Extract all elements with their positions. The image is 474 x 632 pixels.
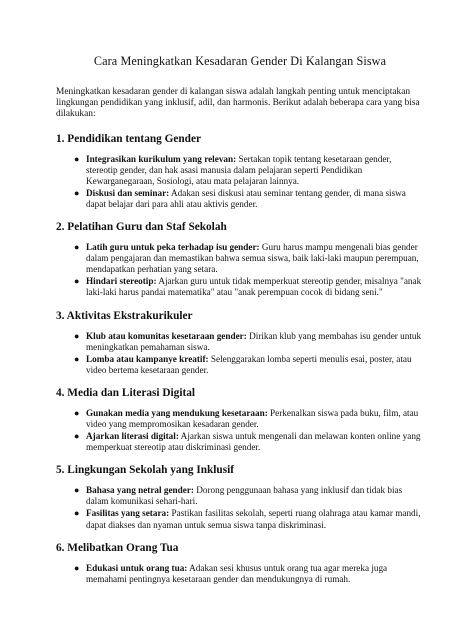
section-1: [56, 133, 424, 210]
item-text: Dirikan klub yang membahas isu gender untuk meningkatkan pemahaman siswa.: [86, 330, 422, 352]
item-text: Pastikan fasilitas sekolah, seperti ruang olahraga atau kamar mandi, dapat diakses dan nyaman untuk semua siswa tanpa diskriminasi.: [86, 508, 421, 530]
item-text: Ajarkan guru untuk tidak memperkuat stereotip gender, misalnya "anak laki-laki harus pandai matematika" atau "anak perempuan cocok di bidang seni.": [86, 276, 422, 298]
bullet-icon: ●: [74, 242, 80, 253]
item-label: Integrasikan kurikulum yang relevan:: [86, 153, 237, 164]
item-text: Selenggarakan lomba seperti menulis esai, poster, atau video bertema kesetaraan gender.: [86, 353, 412, 375]
section-4: [56, 387, 424, 453]
bullet-icon: ●: [74, 508, 80, 519]
item-label: Edukasi untuk orang tua:: [86, 562, 188, 573]
item-label: Ajarkan literasi digital:: [86, 431, 179, 442]
bullet-icon: ●: [74, 485, 80, 496]
item-text: Adakan sesi khusus untuk orang tua agar mereka juga memahami pentingnya kesetaraan gender dan mendukungnya di rumah.: [86, 562, 388, 584]
item-label: Bahasa yang netral gender:: [86, 485, 194, 496]
bullet-list: [56, 408, 424, 453]
item-text: Dorong penggunaan bahasa yang inklusif dan tidak bias dalam komunikasi sehari-hari.: [86, 485, 403, 507]
section-heading: 5. Lingkungan Sekolah yang Inklusif: [56, 464, 235, 477]
section-heading: 4. Media dan Literasi Digital: [56, 386, 196, 399]
list-item: [56, 485, 424, 507]
bullet-icon: ●: [74, 407, 80, 418]
list-item: [56, 563, 424, 585]
bullet-icon: ●: [74, 153, 80, 164]
section-heading: 1. Pendidikan tentang Gender: [56, 132, 201, 145]
bullet-list: [56, 563, 424, 585]
item-label: Klub atau komunitas kesetaraan gender:: [86, 330, 247, 341]
list-item: [56, 508, 424, 530]
bullet-list: [56, 242, 424, 298]
bullet-icon: ●: [74, 353, 80, 364]
section-6: [56, 542, 424, 585]
section-heading: 2. Pelatihan Guru dan Staf Sekolah: [56, 221, 227, 234]
bullet-list: [56, 331, 424, 376]
bullet-icon: ●: [74, 330, 80, 341]
section-heading: 6. Melibatkan Orang Tua: [56, 541, 179, 554]
section-5: [56, 464, 424, 530]
item-label: Fasilitas yang setara:: [86, 508, 170, 519]
bullet-icon: ●: [74, 276, 80, 287]
intro-paragraph: Meningkatkan kesadaran gender di kalangan siswa adalah langkah penting untuk menciptakan lingkungan pendidikan yang inklusif, adil, dan harmonis. Berikut adalah beberapa cara yang bisa dilakukan:: [56, 87, 420, 120]
item-text: Guru harus mampu mengenali bias gender dalam pengajaran dan memastikan bahwa semua siswa, baik laki-laki maupun perempuan, mendapatkan perhatian yang setara.: [86, 242, 419, 275]
item-label: Diskusi dan seminar:: [86, 187, 170, 198]
section-heading: 3. Aktivitas Ekstrakurikuler: [56, 309, 193, 322]
bullet-icon: ●: [74, 187, 80, 198]
document-title: Cara Meningkatkan Kesadaran Gender Di Kalangan Siswa: [93, 54, 387, 68]
list-item: [56, 408, 424, 430]
sections-container: [56, 133, 424, 585]
list-item: [56, 154, 424, 187]
list-item: [56, 276, 424, 298]
item-label: Latih guru untuk peka terhadap isu gender:: [86, 242, 260, 253]
item-label: Hindari stereotip:: [86, 276, 157, 287]
list-item: [56, 354, 424, 376]
list-item: [56, 331, 424, 353]
section-2: [56, 221, 424, 298]
bullet-list: [56, 154, 424, 210]
list-item: [56, 242, 424, 275]
item-text: Perkenalkan siswa pada buku, film, atau video yang mempromosikan kesadaran gender.: [86, 407, 419, 430]
bullet-icon: ●: [74, 562, 80, 573]
list-item: [56, 431, 424, 453]
item-text: Sertakan topik tentang kesetaraan gender, stereotip gender, dan hak asasi manusia dalam pelajaran seperti Pendidikan Kewarganegaraan, Sosiologi, atau mata pelajaran lainnya.: [86, 153, 392, 186]
item-label: Lomba atau kampanye kreatif:: [86, 353, 209, 364]
bullet-icon: ●: [74, 431, 80, 442]
item-text: Ajarkan siswa untuk mengenali dan melawan konten online yang memperkuat stereotip atau diskriminasi gender.: [86, 431, 421, 453]
list-item: [56, 188, 424, 210]
section-3: [56, 310, 424, 376]
item-label: Gunakan media yang mendukung kesetaraan:: [86, 407, 268, 418]
item-text: Adakan sesi diskusi atau seminar tentang gender, di mana siswa dapat belajar dari para ahli atau aktivis gender.: [86, 187, 406, 209]
bullet-list: [56, 485, 424, 530]
